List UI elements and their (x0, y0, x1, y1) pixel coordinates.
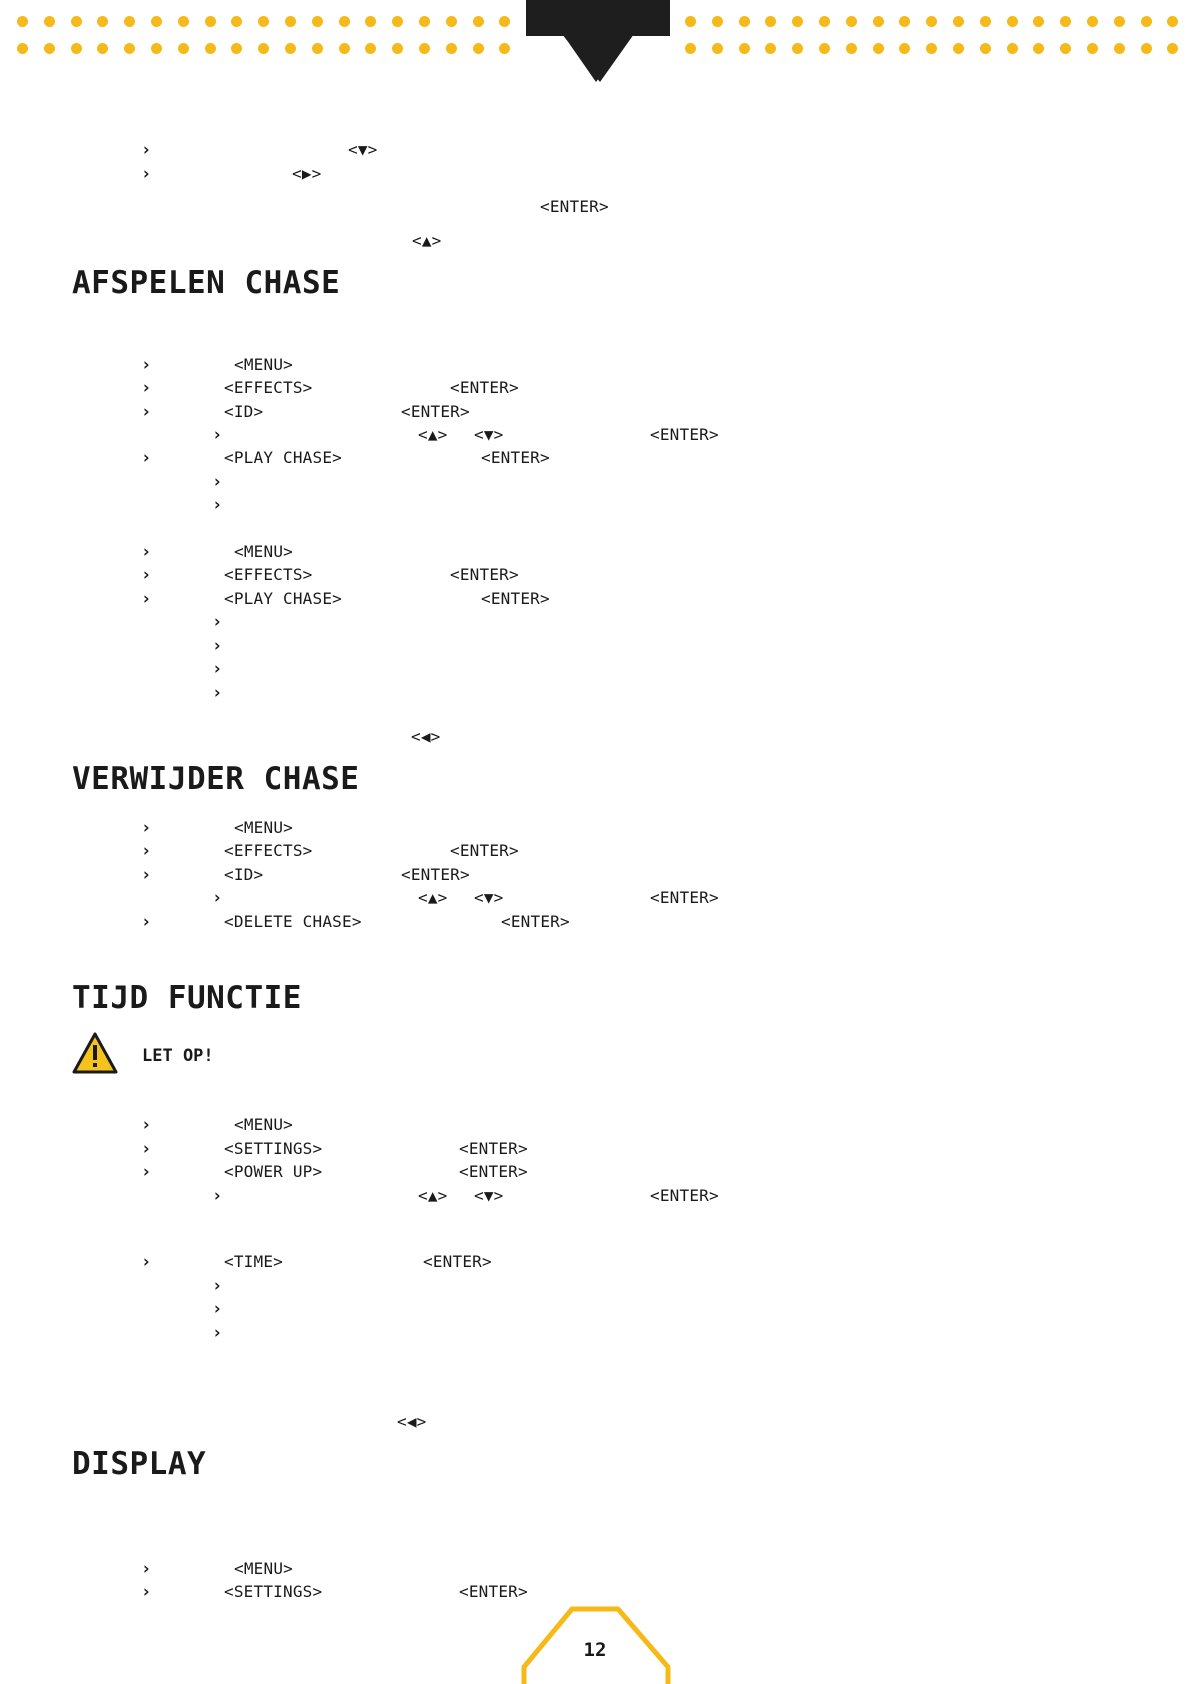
bullet-chevron: › (212, 1299, 223, 1319)
header-dot (1087, 43, 1098, 54)
header-dot (1087, 16, 1098, 27)
header-dot (258, 16, 269, 27)
header-dot (899, 43, 910, 54)
key-enter: <ENTER> (450, 565, 519, 584)
header-dot (1167, 16, 1178, 27)
header-dot (846, 16, 857, 27)
header-dot (446, 16, 457, 27)
header-dot (899, 16, 910, 27)
header-dot (365, 16, 376, 27)
section-title-afspelen-chase: AFSPELEN CHASE (72, 265, 341, 301)
header-dot (739, 43, 750, 54)
header-dot (178, 16, 189, 27)
key-enter: <ENTER> (650, 1186, 719, 1205)
header-dot (124, 16, 135, 27)
header-dot (926, 16, 937, 27)
header-dot (685, 43, 696, 54)
section-title-display: DISPLAY (72, 1446, 207, 1482)
header-dot (792, 16, 803, 27)
header-dot (980, 43, 991, 54)
warning-label: LET OP! (142, 1046, 214, 1066)
section-title-tijd-functie: TIJD FUNCTIE (72, 980, 302, 1016)
key-menu: <MENU> (234, 355, 293, 374)
bullet-chevron: › (141, 140, 152, 160)
header-dot (178, 43, 189, 54)
key-settings: <SETTINGS> (224, 1139, 323, 1158)
bullet-chevron: › (141, 865, 152, 885)
header-dot (980, 16, 991, 27)
bullet-chevron: › (141, 1559, 152, 1579)
header-dot (1033, 43, 1044, 54)
header-dot (205, 43, 216, 54)
bullet-chevron: › (141, 565, 152, 585)
bullet-chevron: › (141, 1162, 152, 1182)
header-dot (205, 16, 216, 27)
header-tab-shape (526, 0, 670, 84)
bullet-chevron: › (212, 425, 223, 445)
header-dot (44, 16, 55, 27)
header-dot (712, 16, 723, 27)
header-dot (499, 43, 510, 54)
header-dot (365, 43, 376, 54)
key-up: <▲> (418, 888, 448, 907)
header-dot (17, 16, 28, 27)
header-dot (1060, 43, 1071, 54)
key-enter: <ENTER> (540, 197, 609, 216)
bullet-chevron: › (141, 355, 152, 375)
key-id: <ID> (224, 402, 264, 421)
bullet-chevron: › (141, 402, 152, 422)
bullet-chevron: › (141, 1115, 152, 1135)
header-dot (1060, 16, 1071, 27)
header-dot (97, 43, 108, 54)
bullet-chevron: › (212, 636, 223, 656)
bullet-chevron: › (212, 1186, 223, 1206)
bullet-chevron: › (212, 888, 223, 908)
bullet-chevron: › (141, 818, 152, 838)
key-enter: <ENTER> (481, 589, 550, 608)
bullet-chevron: › (141, 1252, 152, 1272)
header-dot (71, 43, 82, 54)
key-settings: <SETTINGS> (224, 1582, 323, 1601)
key-down: <▼> (474, 1186, 504, 1205)
header-dot (792, 43, 803, 54)
section-title-verwijder-chase: VERWIJDER CHASE (72, 761, 360, 797)
header-dot (953, 16, 964, 27)
key-enter: <ENTER> (450, 841, 519, 860)
bullet-chevron: › (141, 589, 152, 609)
bullet-chevron: › (141, 164, 152, 184)
bullet-chevron: › (212, 1276, 223, 1296)
bullet-chevron: › (212, 1323, 223, 1343)
bullet-chevron: › (212, 683, 223, 703)
header-dot (819, 43, 830, 54)
header-dot (17, 43, 28, 54)
header-dot (873, 43, 884, 54)
header-dot (285, 43, 296, 54)
header-dot (1141, 43, 1152, 54)
key-play-chase: <PLAY CHASE> (224, 589, 342, 608)
key-enter: <ENTER> (650, 888, 719, 907)
bullet-chevron: › (141, 841, 152, 861)
header-dot (44, 43, 55, 54)
header-dot (1114, 43, 1125, 54)
header-dot (124, 43, 135, 54)
bullet-chevron: › (212, 659, 223, 679)
key-play-chase: <PLAY CHASE> (224, 448, 342, 467)
key-menu: <MENU> (234, 818, 293, 837)
header-dot (765, 43, 776, 54)
key-down: <▼> (348, 140, 378, 159)
header-dot (953, 43, 964, 54)
header-dot (1167, 43, 1178, 54)
header-dot (1007, 16, 1018, 27)
key-right: <▶> (292, 164, 322, 183)
key-enter: <ENTER> (650, 425, 719, 444)
bullet-chevron: › (141, 542, 152, 562)
key-enter: <ENTER> (481, 448, 550, 467)
key-down: <▼> (474, 888, 504, 907)
key-enter: <ENTER> (459, 1139, 528, 1158)
header-dot (231, 16, 242, 27)
bullet-chevron: › (141, 912, 152, 932)
key-time: <TIME> (224, 1252, 283, 1271)
key-up: <▲> (412, 231, 442, 250)
bullet-chevron: › (212, 472, 223, 492)
key-id: <ID> (224, 865, 264, 884)
key-up: <▲> (418, 1186, 448, 1205)
key-down: <▼> (474, 425, 504, 444)
header-dot (97, 16, 108, 27)
header-dot (473, 43, 484, 54)
header-dot (473, 16, 484, 27)
header-dot (765, 16, 776, 27)
bullet-chevron: › (212, 612, 223, 632)
page-number: 12 (583, 1639, 607, 1661)
header-dot (392, 16, 403, 27)
bullet-chevron: › (141, 448, 152, 468)
bullet-chevron: › (212, 495, 223, 515)
key-left: <◀> (411, 727, 441, 746)
bullet-chevron: › (141, 1582, 152, 1602)
header-dot (339, 43, 350, 54)
header-dot (285, 16, 296, 27)
key-enter: <ENTER> (401, 402, 470, 421)
header-dot (739, 16, 750, 27)
header-dot (926, 43, 937, 54)
header-dot (312, 43, 323, 54)
header-dot (231, 43, 242, 54)
header-dot (1141, 16, 1152, 27)
header-dot (873, 16, 884, 27)
header-dot (71, 16, 82, 27)
header-dot (151, 43, 162, 54)
header-dot (258, 43, 269, 54)
bullet-chevron: › (141, 1139, 152, 1159)
key-menu: <MENU> (234, 542, 293, 561)
key-effects: <EFFECTS> (224, 841, 313, 860)
warning-icon (72, 1032, 118, 1074)
header-dot (151, 16, 162, 27)
header-dot (1007, 43, 1018, 54)
key-enter: <ENTER> (459, 1582, 528, 1601)
key-power-up: <POWER UP> (224, 1162, 323, 1181)
header-dot (1114, 16, 1125, 27)
key-up: <▲> (418, 425, 448, 444)
bullet-chevron: › (141, 378, 152, 398)
header-dot (392, 43, 403, 54)
key-enter: <ENTER> (423, 1252, 492, 1271)
header-dot (312, 16, 323, 27)
header-dot (419, 43, 430, 54)
key-enter: <ENTER> (459, 1162, 528, 1181)
header-dot (685, 16, 696, 27)
header-dot (1033, 16, 1044, 27)
header-dot (712, 43, 723, 54)
key-enter: <ENTER> (401, 865, 470, 884)
header-dot (499, 16, 510, 27)
key-enter: <ENTER> (501, 912, 570, 931)
key-effects: <EFFECTS> (224, 378, 313, 397)
header-dot (846, 43, 857, 54)
key-left: <◀> (397, 1412, 427, 1431)
header-dot (419, 16, 430, 27)
key-effects: <EFFECTS> (224, 565, 313, 584)
header-dot (819, 16, 830, 27)
header-dot (446, 43, 457, 54)
header-dot (339, 16, 350, 27)
key-enter: <ENTER> (450, 378, 519, 397)
key-menu: <MENU> (234, 1115, 293, 1134)
key-delete-chase: <DELETE CHASE> (224, 912, 362, 931)
key-menu: <MENU> (234, 1559, 293, 1578)
